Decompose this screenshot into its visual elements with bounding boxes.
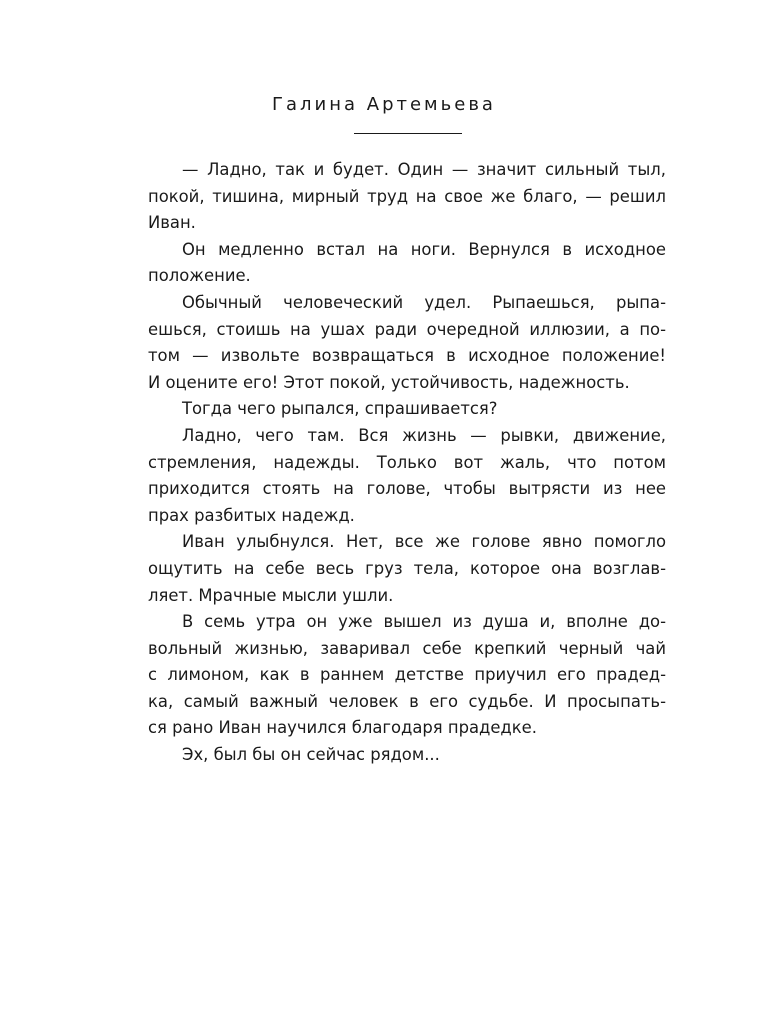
text-line: ка, самый важный человек в его судьбе. И просыпать- bbox=[148, 691, 666, 711]
text-line: Иван. bbox=[148, 213, 196, 233]
text-line: ощутить на себе весь груз тела, которое она возглав- bbox=[148, 558, 666, 578]
running-head-author: Галина Артемьева bbox=[272, 94, 496, 115]
text-line: с лимоном, как в раннем детстве приучил его прадед- bbox=[148, 665, 666, 685]
text-line: И оцените его! Этот покой, устойчивость, надежность. bbox=[148, 372, 630, 392]
text-line: покой, тишина, мирный труд на свое же благо, — решил bbox=[148, 186, 666, 206]
text-line: прах разбитых надежд. bbox=[148, 505, 355, 525]
text-line: вольный жизнью, заваривал себе крепкий черный чай bbox=[148, 638, 666, 658]
text-line: ешься, стоишь на ушах ради очередной иллюзии, а по- bbox=[148, 319, 666, 339]
text-line: Иван улыбнулся. Нет, все же голове явно помогло bbox=[182, 532, 666, 552]
text-line: — Ладно, так и будет. Один — значит сильный тыл, bbox=[182, 160, 666, 179]
text-line: В семь утра он уже вышел из душа и, вполне до- bbox=[182, 612, 666, 632]
body-text bbox=[148, 157, 666, 769]
text-line: Обычный человеческий удел. Рыпаешься, рыпа- bbox=[182, 292, 666, 312]
header-rule bbox=[354, 133, 462, 134]
text-line: положение. bbox=[148, 266, 251, 286]
text-line: Эх, был бы он сейчас рядом... bbox=[182, 745, 440, 765]
text-line: Тогда чего рыпался, спрашивается? bbox=[182, 399, 498, 419]
text-line: ляет. Мрачные мысли ушли. bbox=[148, 585, 394, 605]
text-line: приходится стоять на голове, чтобы вытрясти из нее bbox=[148, 479, 666, 499]
text-line: том — извольте возвращаться в исходное положение! bbox=[148, 346, 666, 366]
text-line: Ладно, чего там. Вся жизнь — рывки, движение, bbox=[182, 425, 666, 445]
text-line: ся рано Иван научился благодаря прадедке. bbox=[148, 718, 537, 738]
text-line: Он медленно встал на ноги. Вернулся в исходное bbox=[182, 239, 666, 259]
text-line: стремления, надежды. Только вот жаль, что потом bbox=[148, 452, 666, 472]
